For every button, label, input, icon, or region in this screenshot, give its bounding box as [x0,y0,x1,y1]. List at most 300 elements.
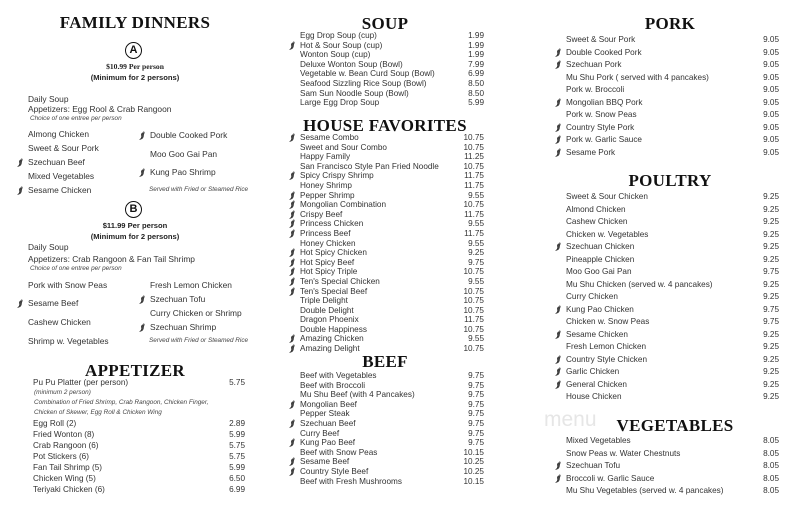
pork-list [566,35,779,160]
menu-item [566,392,779,405]
item-price: 9.05 [763,47,779,57]
item-name: Szechuan Beef [300,418,356,428]
item-price: 11.75 [464,315,484,325]
item-name: Sesame Pork [566,147,616,157]
menu-item [300,171,484,181]
menu-item [566,280,779,293]
item-name: Vegetable w. Bean Curd Soup (Bowl) [300,69,435,79]
dinner-b-note: Served with Fried or Steamed Rice [149,337,249,344]
menu-item [300,334,484,344]
item-price: 11.75 [464,228,484,238]
hot-pepper-icon [555,242,562,251]
item-price: 10.15 [463,476,484,486]
menu-item [566,123,779,136]
menu-item [566,110,779,123]
item-price: 9.75 [468,371,484,380]
menu-item [566,192,779,205]
hot-pepper-icon [17,158,24,167]
hot-pepper-icon [139,168,146,177]
menu-item [300,409,484,419]
menu-item [300,98,484,108]
dinner-b-minimum: (Minimum for 2 persons) [90,232,180,241]
menu-item [566,60,779,73]
item-name: Mongolian Beef [300,399,357,409]
item-price: 9.55 [468,334,484,344]
item-name: Country Style Pork [566,122,635,132]
house-favorites-title: HOUSE FAVORITES [303,116,467,135]
menu-item [300,467,484,477]
item-price: 5.99 [229,430,245,439]
item-price: 10.75 [463,200,484,210]
item-price: 1.99 [468,40,484,50]
menu-item [566,449,779,462]
item-name: Amazing Chicken [300,334,364,344]
menu-item [300,296,484,306]
item-name: Sesame Beef [300,457,350,467]
item-name: Fried Wonton (8) [33,430,95,439]
item-name: Hot Spicy Beef [300,257,355,267]
item-name: San Francisco Style Pan Fried Noodle [300,161,439,171]
dinner-b-entree: Fresh Lemon Chicken [150,280,232,290]
menu-item [300,133,484,143]
item-name: Large Egg Drop Soup [300,98,380,108]
item-price: 9.75 [763,304,779,314]
hot-pepper-icon [289,229,296,238]
item-name: Amazing Delight [300,344,360,354]
hot-pepper-icon [289,457,296,466]
menu-item [566,148,779,161]
menu-item [33,474,245,485]
item-name: Triple Delight [300,296,348,306]
menu-item [566,242,779,255]
item-price: 11.25 [464,152,484,162]
menu-item [300,50,484,60]
menu-item [300,400,484,410]
menu-item [300,448,484,458]
hot-pepper-icon [555,474,562,483]
menu-item [566,73,779,86]
item-price: 10.25 [463,466,484,476]
item-name: Kung Pao Beef [300,438,356,448]
menu-item [300,267,484,277]
item-price: 5.99 [468,98,484,108]
item-name: Seafood Sizzling Rice Soup (Bowl) [300,78,427,88]
dinner-b-entree: Curry Chicken or Shrimp [150,308,242,318]
dinner-b-entree: Cashew Chicken [28,317,91,327]
item-price: 9.55 [468,238,484,248]
menu-item [566,355,779,368]
dinner-b-entree: Szechuan Shrimp [150,322,217,332]
menu-item [566,342,779,355]
menu-item [300,200,484,210]
hot-pepper-icon [289,248,296,257]
dinner-b-soup: Daily Soup [28,242,69,252]
hot-pepper-icon [289,41,296,50]
item-name: Fan Tail Shrimp (5) [33,463,103,472]
item-name: Pineapple Chicken [566,254,635,264]
item-price: 9.75 [763,317,779,326]
item-price: 1.99 [468,50,484,60]
item-name: Pepper Shrimp [300,190,355,200]
menu-item [300,477,484,487]
item-name: Ten's Special Chicken [300,276,380,286]
hot-pepper-icon [555,98,562,107]
item-name: Garlic Chicken [566,367,620,376]
dinner-a-minimum: (Minimum for 2 persons) [90,73,180,82]
menu-item [566,255,779,268]
dinner-b-badge: B [125,201,142,218]
menu-item [33,485,245,496]
item-price: 9.75 [468,418,484,428]
item-price: 10.75 [463,296,484,306]
item-name: Deluxe Wonton Soup (Bowl) [300,59,403,69]
item-name: Curry Beef [300,428,340,438]
dinner-a-entree: Double Cooked Pork [150,130,228,140]
menu-item [300,41,484,51]
menu-item [300,152,484,162]
item-name: Hot Spicy Triple [300,267,358,277]
item-price: 9.25 [763,217,779,226]
item-name: Kung Pao Chicken [566,304,634,314]
item-name: Hot & Sour Soup (cup) [300,40,383,50]
pupu-combination-note: Combination of Fried Shrimp, Crab Rangoon, Chicken Finger, [34,399,209,406]
menu-item [300,219,484,229]
hot-pepper-icon [555,48,562,57]
item-price: 9.05 [763,135,779,144]
hot-pepper-icon [555,305,562,314]
pupu-minimum-note: (minimum 2 person) [34,389,91,396]
dinner-a-soup: Daily Soup [28,94,69,104]
item-price: 9.05 [763,97,779,107]
hot-pepper-icon [289,191,296,200]
item-price: 8.05 [763,448,779,458]
item-name: Hot Spicy Chicken [300,248,367,258]
menu-item [566,380,779,393]
menu-item [300,210,484,220]
item-name: Sesame Chicken [566,329,628,339]
dinner-b-entree: Shrimp w. Vegetables [28,336,109,346]
item-price: 9.25 [763,392,779,401]
item-price: 9.05 [763,122,779,132]
hot-pepper-icon [17,186,24,195]
menu-item [300,381,484,391]
item-name: General Chicken [566,379,627,389]
item-name: Mu Shu Pork ( served with 4 pancakes) [566,72,709,82]
dinner-b-appetizers: Appetizers: Crab Rangoon & Fan Tail Shrimp [28,254,195,264]
dinner-a-entree: Szechuan Beef [28,157,85,167]
hot-pepper-icon [17,299,24,308]
item-name: Country Style Beef [300,466,369,476]
item-name: Beef with Broccoli [300,380,366,390]
hot-pepper-icon [555,135,562,144]
item-price: 9.25 [763,292,779,301]
item-name: Honey Chicken [300,238,356,248]
menu-item [300,371,484,381]
menu-item [300,438,484,448]
hot-pepper-icon [555,330,562,339]
appetizer-list [33,378,245,496]
dinner-a-note: Served with Fried or Steamed Rice [149,186,249,193]
menu-item [566,486,779,499]
menu-item [566,367,779,380]
hot-pepper-icon [289,287,296,296]
vegetables-list [566,436,779,499]
menu-item [300,325,484,335]
item-price: 9.25 [763,367,779,376]
menu-item [300,162,484,172]
item-name: Szechuan Tofu [566,461,621,470]
item-price: 11.75 [464,180,484,190]
menu-item [566,305,779,318]
menu-item [300,429,484,439]
menu-item [300,277,484,287]
hot-pepper-icon [555,461,562,470]
menu-item [566,48,779,61]
item-price: 9.05 [763,35,779,44]
item-price: 9.25 [763,242,779,251]
item-price: 9.75 [468,428,484,438]
item-price: 9.75 [468,438,484,448]
menu-item [33,452,245,463]
item-price: 6.50 [229,474,245,483]
item-price: 9.05 [763,110,779,119]
item-price: 10.15 [463,447,484,457]
item-price: 10.75 [463,267,484,277]
item-name: Mu Shu Beef (with 4 Pancakes) [300,390,415,400]
dinner-a-badge: A [125,42,142,59]
menu-item [33,463,245,474]
dinner-b-entree: Pork with Snow Peas [28,280,108,290]
item-price: 2.89 [229,419,245,428]
hot-pepper-icon [289,467,296,476]
hot-pepper-icon [289,210,296,219]
item-price: 9.25 [763,342,779,351]
menu-item [300,315,484,325]
item-price: 9.75 [468,257,484,267]
menu-item [566,317,779,330]
item-price: 9.05 [763,147,779,157]
dinner-a-entree: Sweet & Sour Pork [28,143,99,153]
item-price: 9.25 [763,192,779,201]
item-price: 11.75 [464,171,484,181]
item-price: 9.25 [468,248,484,258]
menu-item [566,85,779,98]
menu-item [300,239,484,249]
item-name: Crispy Beef [300,209,343,219]
menu-item [300,390,484,400]
menu-item [300,79,484,89]
item-name: Chicken w. Snow Peas [566,317,650,326]
item-price: 10.75 [463,305,484,315]
menu-item [566,436,779,449]
item-price: 9.25 [763,279,779,289]
dinner-a-appetizers: Appetizers: Egg Rool & Crab Rangoon [28,104,172,114]
item-name: Mixed Vegetables [566,436,631,445]
dinner-a-entree: Almong Chicken [28,129,89,139]
item-name: Spicy Crispy Shrimp [300,171,374,181]
menu-item [33,378,245,389]
hot-pepper-icon [555,148,562,157]
item-price: 10.75 [463,286,484,296]
item-price: 10.75 [463,161,484,171]
item-price: 8.05 [763,473,779,483]
menu-item [300,306,484,316]
item-price: 8.50 [468,88,484,98]
menu-item [566,217,779,230]
menu-item [33,419,245,430]
hot-pepper-icon [289,133,296,142]
menu-item [300,89,484,99]
item-price: 10.75 [463,344,484,354]
item-name: Double Delight [300,305,354,315]
pork-title: PORK [644,14,696,33]
item-name: Sweet & Sour Chicken [566,192,648,201]
item-name: Country Style Chicken [566,354,647,364]
menu-item [300,143,484,153]
hot-pepper-icon [289,200,296,209]
menu-item [33,441,245,452]
hot-pepper-icon [289,171,296,180]
dinner-b-entree: Sesame Beef [28,298,79,308]
hot-pepper-icon [289,277,296,286]
item-name: Pot Stickers (6) [33,452,89,461]
item-name: Egg Drop Soup (cup) [300,31,377,40]
menu-item [566,205,779,218]
item-price: 5.75 [229,441,245,450]
watermark: menu [544,408,597,431]
menu-item [566,230,779,243]
soup-list [300,31,484,108]
dinner-a-choice: Choice of one entree per person [30,115,122,122]
pupu-combination-note-2: Chicken of Skewer, Egg Roll & Chicken Wing [34,409,162,416]
item-name: Egg Roll (2) [33,419,77,428]
menu-item [566,461,779,474]
item-price: 9.55 [468,190,484,200]
item-name: Szechuan Chicken [566,242,635,251]
dinner-a-entree: Moo Goo Gai Pan [150,149,218,159]
item-name: Crab Rangoon (6) [33,441,99,450]
item-price: 9.55 [468,219,484,229]
item-price: 9.05 [763,60,779,69]
item-name: Sweet and Sour Combo [300,142,387,152]
item-price: 9.05 [763,85,779,94]
item-name: Curry Chicken [566,292,618,301]
item-name: Happy Family [300,152,351,162]
item-price: 11.75 [464,209,484,219]
menu-item [300,258,484,268]
hot-pepper-icon [289,267,296,276]
menu-item [566,292,779,305]
family-dinners-title: FAMILY DINNERS [59,13,211,32]
item-name: Mongolian Combination [300,200,387,210]
item-price: 10.25 [463,457,484,467]
item-price: 5.75 [229,452,245,461]
item-name: Mongolian BBQ Pork [566,97,643,107]
vegetables-title: VEGETABLES [616,416,734,435]
menu-item [566,98,779,111]
hot-pepper-icon [289,344,296,353]
menu-item [566,474,779,487]
dinner-a-price: $10.99 Per person [106,62,164,71]
item-name: Honey Shrimp [300,180,352,190]
item-price: 9.75 [468,380,484,390]
hot-pepper-icon [555,123,562,132]
menu-item [566,330,779,343]
item-price: 8.05 [763,486,779,495]
menu-item [33,430,245,441]
item-name: Pu Pu Platter (per person) [33,378,129,387]
soup-title: SOUP [361,14,409,33]
item-price: 8.05 [763,436,779,445]
dinner-a-entree: Mixed Vegetables [28,171,95,181]
item-name: Chicken Wing (5) [33,474,96,483]
item-name: House Chicken [566,392,622,401]
hot-pepper-icon [289,219,296,228]
item-price: 5.99 [229,463,245,472]
item-name: Wonton Soup (cup) [300,50,371,60]
hot-pepper-icon [289,258,296,267]
menu-item [300,248,484,258]
item-name: Fresh Lemon Chicken [566,342,647,351]
menu-item [300,419,484,429]
hot-pepper-icon [555,355,562,364]
menu-item [300,181,484,191]
item-name: Double Cooked Pork [566,47,642,57]
hot-pepper-icon [555,60,562,69]
item-name: Princess Beef [300,228,351,238]
menu-item [300,60,484,70]
hot-pepper-icon [139,131,146,140]
item-name: Pork w. Snow Peas [566,110,637,119]
item-price: 6.99 [468,69,484,79]
item-name: Szechuan Pork [566,60,622,69]
item-price: 9.05 [763,72,779,82]
item-name: Mu Shu Vegetables (served w. 4 pancakes) [566,486,724,495]
item-name: Sam Sun Noodle Soup (Bowl) [300,88,409,98]
item-name: Pork w. Broccoli [566,85,625,94]
hot-pepper-icon [289,400,296,409]
dinner-b-entree: Szechuan Tofu [150,294,206,304]
menu-item [300,287,484,297]
item-price: 9.25 [763,329,779,339]
item-price: 9.75 [468,390,484,400]
hot-pepper-icon [139,323,146,332]
menu-item [300,191,484,201]
item-price: 8.50 [468,78,484,88]
menu-item [566,35,779,48]
item-name: Almond Chicken [566,204,626,214]
item-price: 9.25 [763,204,779,214]
dinner-a-entree: Sesame Chicken [28,185,92,195]
item-name: Snow Peas w. Water Chestnuts [566,448,681,458]
beef-list [300,371,484,486]
menu-item [300,31,484,41]
item-price: 9.55 [468,276,484,286]
item-price: 9.75 [763,267,779,276]
item-price: 10.75 [463,142,484,152]
item-name: Beef with Fresh Mushrooms [300,476,402,486]
item-name: Dragon Phoenix [300,315,359,325]
item-price: 9.75 [468,399,484,409]
hot-pepper-icon [289,438,296,447]
item-price: 8.05 [763,461,779,470]
menu-item [300,457,484,467]
item-price: 10.75 [463,133,484,142]
appetizer-title: APPETIZER [85,361,185,380]
item-price: 9.25 [763,354,779,364]
poultry-list [566,192,779,405]
item-name: Princess Chicken [300,219,364,229]
